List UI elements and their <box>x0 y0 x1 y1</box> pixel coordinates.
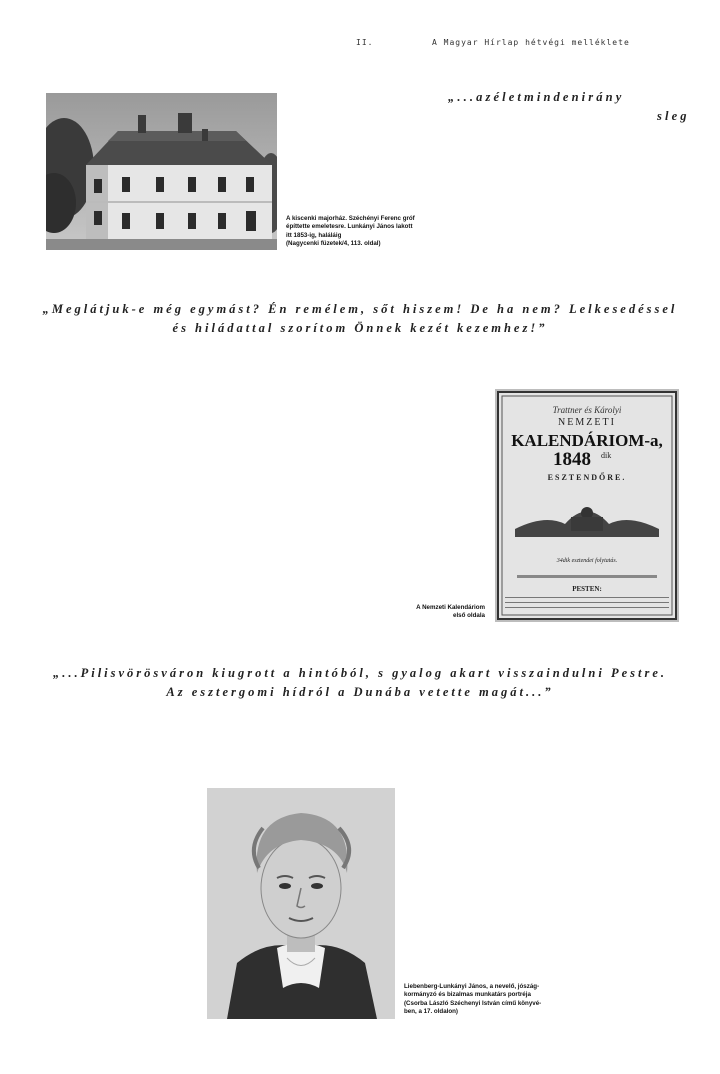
calendar-caption <box>385 604 485 621</box>
calendar-nemzeti: NEMZETI <box>558 417 616 428</box>
portrait-caption <box>404 983 564 1017</box>
calendar-year: 1848 <box>553 449 591 470</box>
caption-line: első oldala <box>453 612 485 620</box>
page-number: II. <box>356 38 374 47</box>
caption-line: itt 1853-ig, haláláig <box>286 231 342 239</box>
calendar-kalendariom: KALENDÁRIOM-a, <box>511 431 663 450</box>
house-photo-caption <box>286 215 446 249</box>
top-quote-line-2: s l e g <box>657 109 687 123</box>
calendar-esztendore: ESZTENDŐRE. <box>547 473 627 482</box>
house-photo <box>46 93 277 250</box>
caption-line: A Nemzeti Kalendáriom <box>416 604 485 611</box>
caption-line: (Nagycenki füzetek/4, 113. oldal) <box>286 240 381 248</box>
portrait-photo <box>207 788 395 1019</box>
caption-line: építtette emeletesre. Lunkányi János lakott <box>286 223 413 231</box>
calendar-year-suffix: dik <box>601 451 612 460</box>
calendar-publisher: Trattner és Károlyi <box>552 405 622 415</box>
caption-line: A kiscenki majorház. Széchényi Ferenc gróf <box>286 215 415 222</box>
publication-title: A Magyar Hírlap hétvégi melléklete <box>432 38 630 47</box>
quote-lower-line-2: Az esztergomi hídról a Dunába vetette magát...” <box>166 685 554 699</box>
caption-line: (Csorba László Széchenyi István című könyvé- <box>404 999 542 1007</box>
calendar-pesten: PESTEN: <box>572 585 602 593</box>
calendar-cover-image <box>495 389 679 622</box>
caption-line: Liebenberg-Lunkányi János, a nevelő, jószág- <box>404 983 540 990</box>
top-quote-line-1: „ . . . a z é l e t m i n d e n i r á n y <box>448 90 622 104</box>
calendar-folytatas: 34dik esztendei folytatás. <box>556 558 618 564</box>
quote-lower-line-1: „...Pilisvörösváron kiugrott a hintóból, s gyalog akart visszaindulni Pestre. <box>52 666 668 680</box>
quote-middle-line-2: és hiládattal szorítom Önnek kezét kezemhez!” <box>172 321 548 335</box>
caption-line: kormányzó és bizalmas munkatárs portréja <box>404 991 531 999</box>
quote-middle-line-1: „Meglátjuk-e még egymást? Én remélem, sőt hiszem! De ha nem? Lelkesedéssel <box>42 302 678 316</box>
caption-line: ben, a 17. oldalon) <box>404 1008 458 1016</box>
